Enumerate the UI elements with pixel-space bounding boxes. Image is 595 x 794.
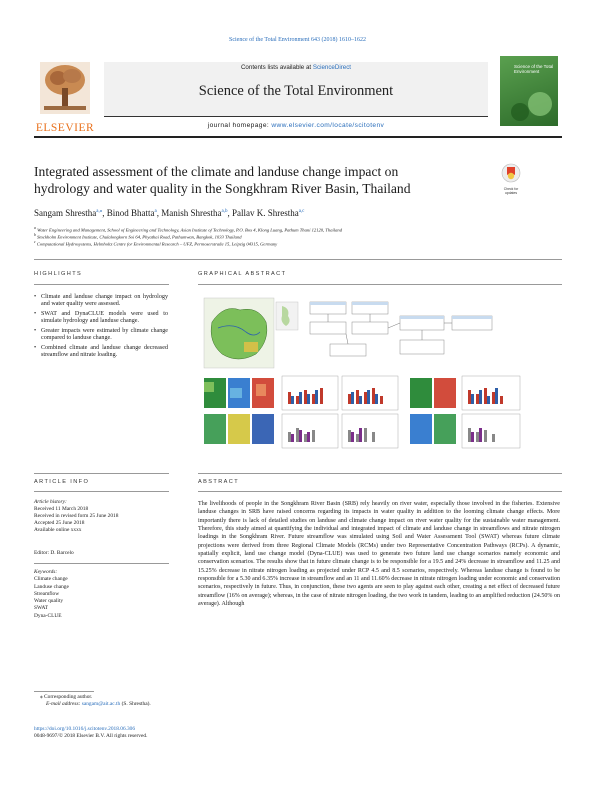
journal-reference[interactable]: Science of the Total Environment 643 (2018) 1610–1622 [229,37,366,43]
history-item: Received in revised form 25 June 2018 [34,512,119,519]
homepage-link[interactable]: www.elsevier.com/locate/scitotenv [271,122,385,129]
article-info-heading: ARTICLE INFO [34,479,90,485]
author: Manish Shrestha$^{a,b}$ [161,208,228,218]
footnote [40,694,340,708]
keywords [34,569,169,620]
graphical-abstract-rule [198,284,562,285]
highlight-item: • Combined climate and landuse change decreased streamflow and nitrate loading. [34,345,168,359]
journal-title: Science of the Total Environment [198,83,394,99]
editor: Editor: D. Barcelo [34,550,74,556]
email-line: E-mail address: sangam@ait.ac.th (S. Shrestha). [46,701,151,707]
crossmark-label-2: updates [504,190,518,195]
homepage-label: journal homepage: [207,122,272,129]
doi-link[interactable]: https://doi.org/10.1016/j.scitotenv.2018.06.306 [34,726,136,732]
highlights-list [34,294,168,362]
abstract-top-rule [198,473,562,474]
title-line-1: Integrated assessment of the climate and landuse change impact on [34,164,399,179]
keyword: Landuse change [34,583,69,590]
affiliation-rule [34,259,562,260]
header-rule [104,116,488,117]
keywords-label: Keywords: [34,569,58,575]
keyword: Dyna-CLUE [34,612,62,619]
graphical-abstract-figure[interactable] [200,292,530,462]
homepage-line [104,122,488,129]
keywords-rule [34,563,169,564]
keyword: Water quality [34,598,64,605]
highlights-rule [34,284,169,285]
header-bottom-rule [34,136,562,138]
publisher-name: ELSEVIER [35,122,95,134]
affiliation: $^c$ Computational Hydrosystems, Helmholtz Centre for Environmental Research – UFZ, Permoserstraße 15, Leipzig 04315, Germany [34,240,278,247]
contents-line [104,64,488,71]
highlight-item: • Climate and landuse change impact on hydrology and water quality were assessed. [34,294,168,308]
author: Pallav K. Shrestha$^{a,c}$ [231,208,305,218]
elsevier-tree-icon [34,60,96,118]
graphical-abstract-image [200,292,530,462]
email-link[interactable]: sangam@ait.ac.th [81,701,121,707]
highlights-heading: HIGHLIGHTS [34,271,83,277]
contents-prefix: Contents lists available at [240,64,313,71]
article-history [34,499,169,534]
title-line-2: hydrology and water quality in the Songkhram River Basin, Thailand [34,181,411,196]
keyword: Climate change [34,576,68,583]
journal-cover[interactable] [500,56,558,126]
highlight-item: • Greater impacts were estimated by climate change compared to landuse change. [34,328,168,342]
history-item: Received 11 March 2018 [34,505,89,512]
abstract-rule [198,491,562,492]
graphical-abstract-heading: GRAPHICAL ABSTRACT [198,271,287,277]
affiliation: $^a$ Water Engineering and Management, School of Engineering and Technology, Asian Institute of Technology, P.O. Box 4, Klong Luang, Pathum Thani 12120, Thailand [34,226,342,233]
sciencedirect-link[interactable]: ScienceDirect [312,64,352,71]
copyright: 0048-9697/© 2018 Elsevier B.V. All rights reserved. [34,733,148,740]
crossmark-icon [501,163,521,183]
affiliation: $^b$ Stockholm Environment Institute, Chulalongkorn Soi 64, Phyathai Road, Pathumwan, Bangkok, 1033 Thailand [34,233,242,240]
history-item: Accepted 25 June 2018 [34,519,85,526]
author: Binod Bhatta$^a$ [106,208,157,218]
cover-art-icon [500,86,558,126]
author-list: Sangam Shrestha$^{a,⁎}$, Binod Bhatta$^a$, Manish Shrestha$^{a,b}$, Pallav K. Shrestha$^{a,c}$ [34,208,305,218]
footnote-rule [34,691,94,692]
elsevier-logo [34,60,96,134]
history-label: Article history: [34,499,67,505]
crossmark-label-1: Check for [503,187,519,191]
affiliations [34,226,554,247]
abstract-heading: ABSTRACT [198,479,240,485]
keyword: SWAT [34,605,49,612]
cover-title: Science of the Total Environment [514,64,554,74]
author: Sangam Shrestha$^{a,⁎}$ [34,208,103,218]
footer [34,726,147,740]
history-item: Available online xxxx [34,526,82,533]
check-for-updates-badge[interactable] [498,163,524,193]
highlight-item: • SWAT and DynaCLUE models were used to simulate hydrology and landuse change. [34,311,168,325]
abstract-text: The livelihoods of people in the Songkhram River Basin (SRB) rely heavily on river water, especially those involved in the fisheries. Extensive landuse changes in SRB have raised concerns regarding its impacts in water quality in addition to the looming climate change effects. More importantly there is lack of detailed studies on landuse and climate change impact on river water quality for the sustainable water management. Therefore, this study aimed at quantifying the individual and integrated impact of climate and landuse change in streamflows and nitrate nitrogen loadings in the Songkhram River. Future streamflow was simulated using Soil and Water Assessment Tool (SWAT) whereas future climate projections were derived from three Regional Climate Models (RCMs) under two Representative Concentration Pathways (RCPs). A dynamic, spatially explicit, land use change model (Dyna-CLUE) was used to generate two future land use change scenarios namely economic and conservation scenarios. The results show that in future climate change is to be responsible for a 19.5 and 24% decrease in streamflow and 11.25 and 15.25% decrease in nitrate nitrogen loading as projected under RCP 4.5 and 8.5 scenarios, respectively. Whereas landuse change is found to be responsible for a 5.30 and 6.35% increase in streamflow and an 11 and 11.60% decrease in nitrate nitrogen loading under economic and conservation scenarios, respectively in future. Thus, in conjunction, these two agents are seen to play against each other, creating a net effect of decreased future streamflow (16% on average); whereas, in the case of nitrate nitrogen loading, the two work in tandem, leading to an amplified reduction (24.50% on average). Although [198,501,560,608]
keyword: Streamflow [34,590,60,597]
article-info-rule [34,491,169,492]
article-info-top-rule [34,473,169,474]
corresponding-author-note: ⁎ Corresponding author. [40,694,93,700]
article-title [34,163,484,197]
